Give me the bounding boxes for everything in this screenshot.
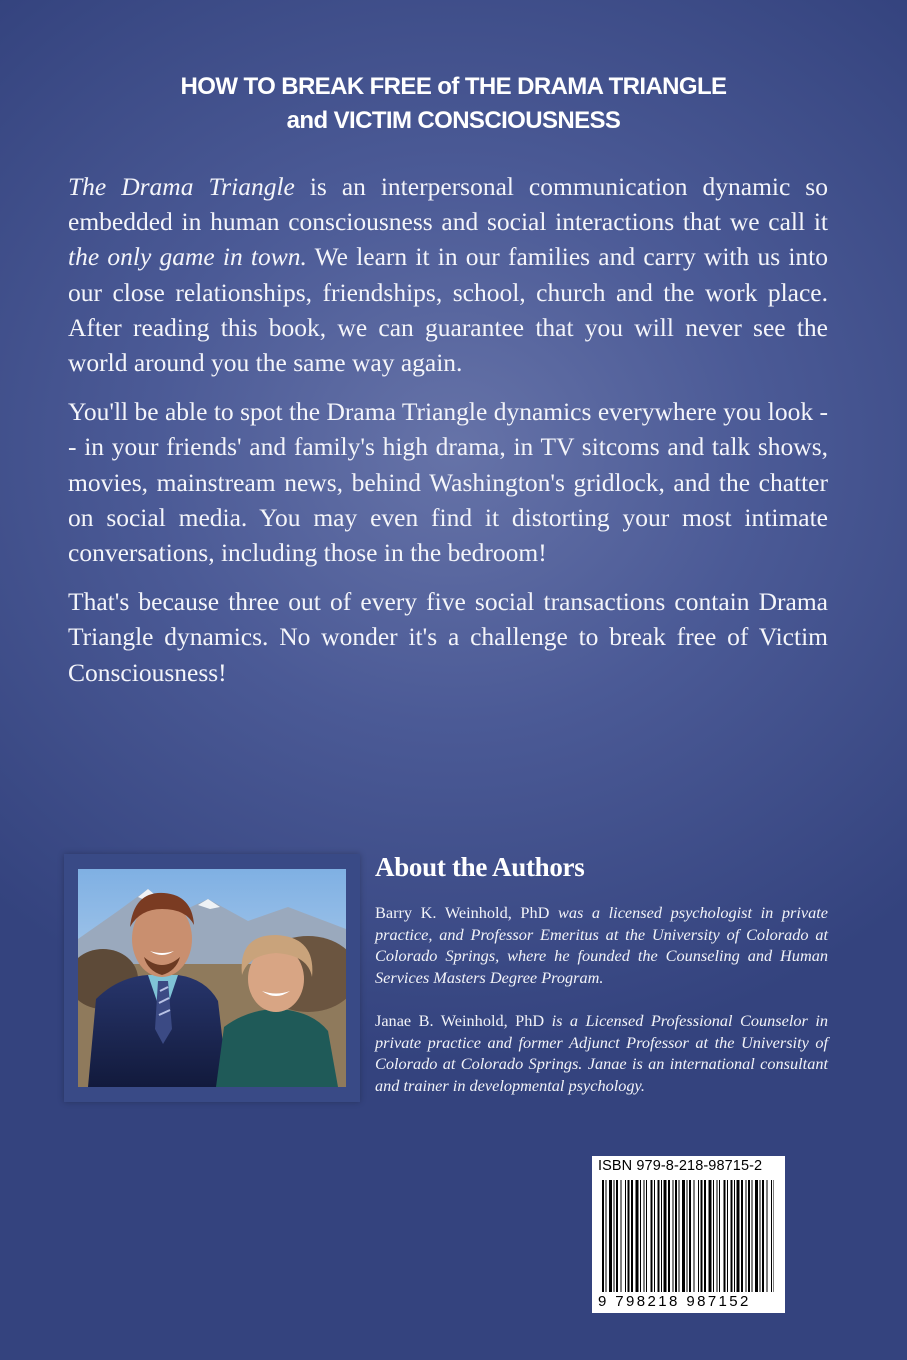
barcode-bar <box>658 1180 660 1292</box>
barcode-bar <box>628 1180 630 1292</box>
barcode-bar <box>746 1180 747 1292</box>
barcode-bar <box>631 1180 633 1292</box>
barcode-bar <box>713 1180 714 1292</box>
headline-line-1: HOW TO BREAK FREE of THE DRAMA TRIANGLE <box>180 73 727 100</box>
barcode-bar <box>698 1180 699 1292</box>
barcode-bar <box>609 1180 612 1292</box>
barcode-bar <box>752 1180 753 1292</box>
bio-name: Janae B. Weinhold, PhD <box>375 1011 545 1030</box>
isbn-label: ISBN 979-8-218-98715-2 <box>598 1158 763 1174</box>
barcode-bar <box>724 1180 726 1292</box>
barcode-bar <box>625 1180 626 1292</box>
barcode-bar <box>694 1180 695 1292</box>
barcode-bar <box>636 1180 639 1292</box>
barcode-bar <box>748 1180 750 1292</box>
barcode-bar <box>719 1180 720 1292</box>
barcode-bar <box>689 1180 691 1292</box>
headline <box>60 70 847 138</box>
bio-janae: Janae B. Weinhold, PhD is a Licensed Professional Counselor in private practice and former Adjunct Professor at the University of Colorado at Colorado Springs. Janae is an international consultant and trainer in developmental psychology. <box>375 1011 828 1095</box>
barcode-bar <box>679 1180 680 1292</box>
barcode-bar <box>755 1180 758 1292</box>
barcode-bar <box>774 1180 775 1292</box>
barcode-bar <box>737 1180 740 1292</box>
barcode-bar <box>731 1180 733 1292</box>
barcode-bar <box>621 1180 622 1292</box>
barcode-bar <box>654 1180 655 1292</box>
barcode-bar <box>675 1180 677 1292</box>
barcode-bar <box>668 1180 670 1292</box>
headline-line-2: and VICTIM CONSCIOUSNESS <box>286 107 621 134</box>
barcode-bar <box>771 1180 772 1292</box>
barcode-bar <box>614 1180 615 1292</box>
author-photo <box>78 869 346 1087</box>
barcode-bar <box>661 1180 662 1292</box>
isbn-barcode <box>592 1156 785 1313</box>
paragraph-1: The Drama Triangle is an interpersonal communication dynamic so embedded in human consciousness and social interactions that we call it the only game in town. We learn it in our families and carry with us into our close relationships, friendships, school, church and the work place. After reading this book, we can guarantee that you will never see the world around you the same way again. <box>68 172 828 378</box>
barcode-bar <box>727 1180 728 1292</box>
bio-name: Barry K. Weinhold, PhD <box>375 903 550 922</box>
barcode-bar <box>734 1180 735 1292</box>
barcode-bar <box>644 1180 645 1292</box>
paragraph-3: That's because three out of every five social transactions contain Drama Triangle dynamics. No wonder it's a challenge to break free of Victim Consciousness! <box>68 587 828 687</box>
barcode-bar <box>651 1180 653 1292</box>
barcode-bar <box>767 1180 768 1292</box>
barcode-bars <box>602 1180 775 1292</box>
barcode-bar <box>762 1180 764 1292</box>
about-authors-heading: About the Authors <box>375 852 585 882</box>
barcode-bar <box>709 1180 712 1292</box>
author-photo-frame <box>64 854 360 1102</box>
paragraph-2: You'll be able to spot the Drama Triangle dynamics everywhere you look -- in your friends' and family's high drama, in TV sitcoms and talk shows, movies, mainstream news, behind Washington's gridlock, and the chatter on social media. You may even find it distorting your most intimate conversations, including those in the bedroom! <box>68 397 828 568</box>
barcode-bar <box>687 1180 688 1292</box>
barcode-bar <box>606 1180 607 1292</box>
barcode-bar <box>682 1180 685 1292</box>
only-game-phrase: the only game in town. <box>68 242 307 272</box>
barcode-digits: 9 798218 987152 <box>598 1293 751 1310</box>
barcode-bar <box>673 1180 674 1292</box>
barcode-bar <box>602 1180 604 1292</box>
description <box>68 169 828 704</box>
barcode-bar <box>664 1180 667 1292</box>
barcode-bar <box>760 1180 761 1292</box>
barcode-bar <box>717 1180 718 1292</box>
barcode-bar <box>616 1180 618 1292</box>
barcode-bar <box>741 1180 743 1292</box>
book-title-italic: The Drama Triangle <box>68 172 295 201</box>
barcode-bar <box>646 1180 647 1292</box>
barcode-bar <box>704 1180 706 1292</box>
barcode-bar <box>701 1180 703 1292</box>
barcode-bar <box>640 1180 641 1292</box>
bio-barry: Barry K. Weinhold, PhD was a licensed psychologist in private practice, and Professor Emeritus at the University of Colorado at Colorado Springs, where he founded the Counseling and Human Services Masters Degree Program. <box>375 903 828 987</box>
